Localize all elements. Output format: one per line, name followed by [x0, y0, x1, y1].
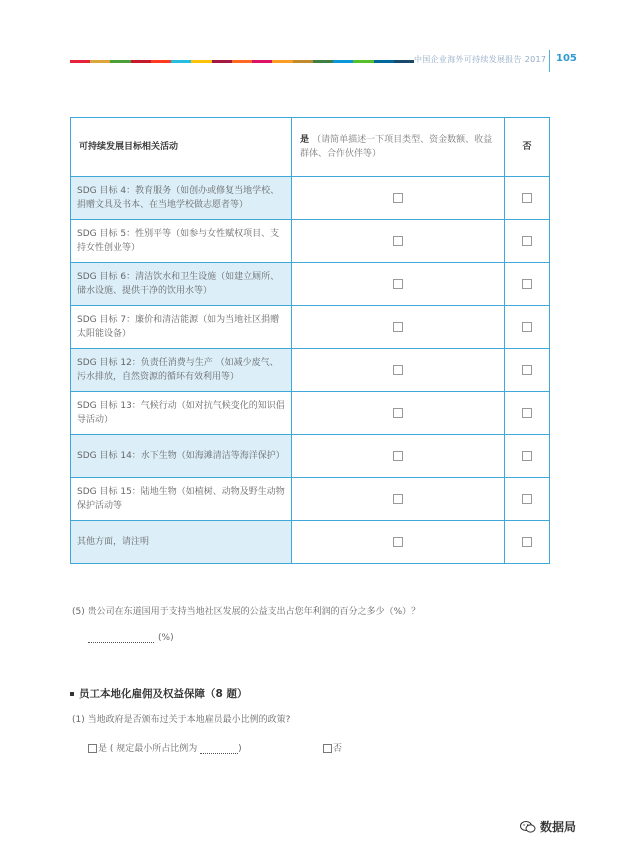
- yes-checkbox[interactable]: [88, 744, 97, 753]
- row-label: SDG 目标 12：负责任消费与生产 （如减少废气、污水排放，自然资源的循环有效利用等）: [71, 349, 292, 392]
- percent-blank[interactable]: [88, 633, 154, 643]
- question-1: (1) 当地政府是否颁布过关于本地雇员最小比例的政策?: [72, 715, 291, 725]
- stripe-segment: [272, 60, 292, 63]
- section-title: 员工本地化雇佣及权益保障（8 题）: [79, 688, 248, 700]
- no-cell: [505, 263, 550, 306]
- no-cell: [505, 478, 550, 521]
- stripe-segment: [252, 60, 272, 63]
- yes-column-header: [292, 118, 505, 177]
- percent-unit: (%): [158, 633, 174, 643]
- stripe-segment: [171, 60, 191, 63]
- no-checkbox[interactable]: [522, 193, 532, 203]
- row-label: SDG 目标 15：陆地生物（如植树、动物及野生动物保护活动等: [71, 478, 292, 521]
- table-row: [71, 177, 550, 220]
- table-row: [71, 349, 550, 392]
- percent-answer-line[interactable]: [88, 633, 174, 643]
- sdg-color-stripe: [70, 60, 414, 63]
- table-row: [71, 220, 550, 263]
- yes-checkbox[interactable]: [393, 494, 403, 504]
- no-checkbox[interactable]: [522, 537, 532, 547]
- stripe-segment: [212, 60, 232, 63]
- header-divider: [549, 50, 550, 72]
- no-cell: [505, 177, 550, 220]
- no-checkbox[interactable]: [522, 451, 532, 461]
- stripe-segment: [293, 60, 313, 63]
- stripe-segment: [191, 60, 211, 63]
- row-label: SDG 目标 4：教育服务（如创办或修复当地学校、捐赠文具及书本、在当地学校做志愿者等）: [71, 177, 292, 220]
- report-title: 中国企业海外可持续发展报告 2017: [414, 55, 547, 64]
- yes-checkbox[interactable]: [393, 236, 403, 246]
- yes-checkbox[interactable]: [393, 322, 403, 332]
- stripe-segment: [394, 60, 414, 63]
- watermark-text: 数据局: [540, 820, 577, 834]
- yes-option-close: ): [238, 744, 242, 754]
- watermark: [520, 818, 576, 835]
- yes-cell: [292, 392, 505, 435]
- stripe-segment: [90, 60, 110, 63]
- stripe-segment: [70, 60, 90, 63]
- stripe-segment: [333, 60, 353, 63]
- table-row: [71, 263, 550, 306]
- no-checkbox[interactable]: [522, 279, 532, 289]
- no-cell: [505, 521, 550, 564]
- page-number: 105: [556, 53, 577, 64]
- yes-checkbox[interactable]: [393, 537, 403, 547]
- yes-cell: [292, 349, 505, 392]
- table-row: [71, 306, 550, 349]
- row-label: 其他方面，请注明: [71, 521, 292, 564]
- yes-cell: [292, 435, 505, 478]
- yes-cell: [292, 478, 505, 521]
- no-column-header: 否: [505, 118, 550, 177]
- table-header-row: [71, 118, 550, 177]
- bullet-icon: [70, 692, 74, 696]
- table-row: [71, 478, 550, 521]
- yes-checkbox[interactable]: [393, 451, 403, 461]
- yes-checkbox[interactable]: [393, 365, 403, 375]
- sdg-activities-table: [70, 117, 550, 564]
- yes-cell: [292, 220, 505, 263]
- no-cell: [505, 435, 550, 478]
- row-label: SDG 目标 14：水下生物（如海滩清洁等海洋保护）: [71, 435, 292, 478]
- no-checkbox[interactable]: [522, 408, 532, 418]
- yes-cell: [292, 306, 505, 349]
- option-no[interactable]: [323, 741, 342, 754]
- no-checkbox[interactable]: [522, 365, 532, 375]
- stripe-segment: [313, 60, 333, 63]
- question-5: (5) 贵公司在东道国用于支持当地社区发展的公益支出占您年利润的百分之多少（%）？: [72, 607, 421, 617]
- yes-checkbox[interactable]: [393, 279, 403, 289]
- activity-column-header: 可持续发展目标相关活动: [71, 118, 292, 177]
- yes-option-label: 是 ( 规定最小所占比例为: [98, 744, 198, 754]
- option-yes[interactable]: [88, 741, 242, 754]
- wechat-icon: [520, 820, 536, 834]
- no-checkbox[interactable]: [323, 744, 332, 753]
- row-label: SDG 目标 6：清洁饮水和卫生设施（如建立厕所、储水设施、提供干净的饮用水等）: [71, 263, 292, 306]
- stripe-segment: [232, 60, 252, 63]
- ratio-blank[interactable]: [200, 744, 238, 754]
- no-cell: [505, 349, 550, 392]
- stripe-segment: [151, 60, 171, 63]
- no-option-label: 否: [333, 744, 343, 754]
- no-checkbox[interactable]: [522, 322, 532, 332]
- yes-cell: [292, 521, 505, 564]
- yes-cell: [292, 177, 505, 220]
- row-label: SDG 目标 5：性别平等（如参与女性赋权项目、支持女性创业等）: [71, 220, 292, 263]
- table-row: [71, 435, 550, 478]
- stripe-segment: [353, 60, 373, 63]
- row-label: SDG 目标 7：廉价和清洁能源（如为当地社区捐赠太阳能设备）: [71, 306, 292, 349]
- yes-checkbox[interactable]: [393, 408, 403, 418]
- section-heading: [70, 686, 247, 701]
- yes-cell: [292, 263, 505, 306]
- yes-checkbox[interactable]: [393, 193, 403, 203]
- table-row: [71, 521, 550, 564]
- no-cell: [505, 306, 550, 349]
- stripe-segment: [110, 60, 130, 63]
- no-cell: [505, 392, 550, 435]
- yes-header-label: 是: [300, 135, 310, 145]
- yes-header-note: （请简单描述一下项目类型、资金数额、收益群体、合作伙伴等）: [300, 135, 493, 159]
- no-cell: [505, 220, 550, 263]
- no-checkbox[interactable]: [522, 494, 532, 504]
- no-checkbox[interactable]: [522, 236, 532, 246]
- table-row: [71, 392, 550, 435]
- stripe-segment: [131, 60, 151, 63]
- stripe-segment: [374, 60, 394, 63]
- row-label: SDG 目标 13：气候行动（如对抗气候变化的知识倡导活动）: [71, 392, 292, 435]
